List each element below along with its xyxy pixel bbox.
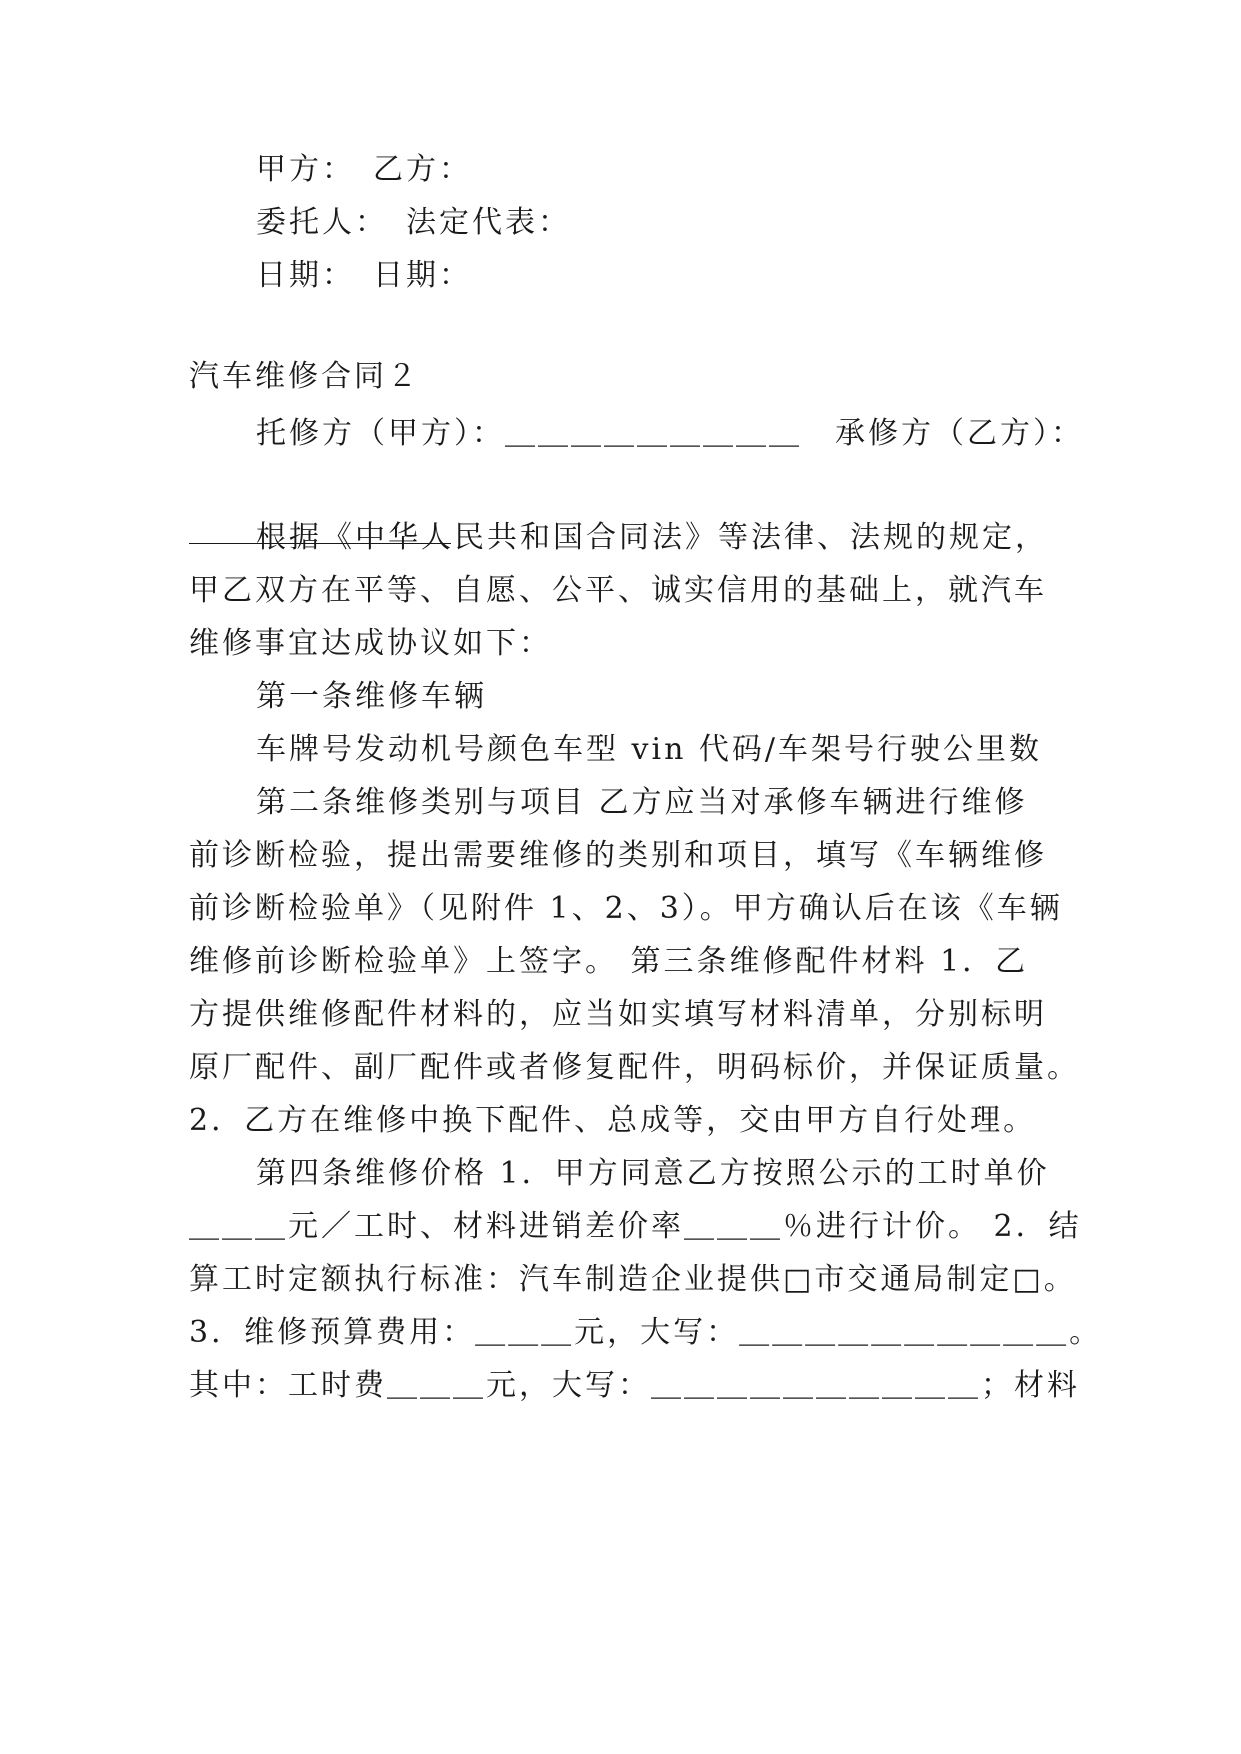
article1-fields: 车牌号发动机号颜色车型 vin 代码/车架号行驶公里数: [256, 732, 1043, 767]
article4-line: 第四条维修价格 1．甲方同意乙方按照公示的工时单价: [256, 1156, 1050, 1191]
article1-title: 第一条维修车辆: [256, 679, 487, 714]
parties-line: 托修方（甲方）：＿＿＿＿＿＿＿＿＿ 承修方（乙方）：: [256, 416, 1084, 451]
article2-line: 2．乙方在维修中换下配件、总成等，交由甲方自行处理。: [189, 1103, 1037, 1138]
article2-line: 前诊断检验单》（见附件 1、2、3）。甲方确认后在该《车辆: [189, 891, 1063, 926]
article4-line: 3．维修预算费用：＿＿＿元，大写：＿＿＿＿＿＿＿＿＿＿。: [189, 1315, 1103, 1350]
signature-party-line: 甲方： 乙方：: [256, 152, 472, 187]
article4-line: 其中：工时费＿＿＿元，大写：＿＿＿＿＿＿＿＿＿＿；材料: [189, 1368, 1080, 1403]
contract-title: 汽车维修合同２: [189, 359, 420, 394]
article4-line: 算工时定额执行标准：汽车制造企业提供□市交通局制定□。: [189, 1262, 1077, 1297]
signature-date-line: 日期： 日期：: [256, 258, 472, 293]
article2-line: 方提供维修配件材料的，应当如实填写材料清单，分别标明: [189, 997, 1047, 1032]
article2-line: 第二条维修类别与项目 乙方应当对承修车辆进行维修: [256, 785, 1028, 820]
article2-line: 维修前诊断检验单》上签字。 第三条维修配件材料 1．乙: [189, 944, 1029, 979]
article2-line: 原厂配件、副厂配件或者修复配件，明码标价，并保证质量。: [189, 1050, 1080, 1085]
signature-delegate-line: 委托人： 法定代表：: [256, 205, 571, 240]
article2-line: 前诊断检验，提出需要维修的类别和项目，填写《车辆维修: [189, 838, 1047, 873]
intro-line: 根据《中华人民共和国合同法》等法律、法规的规定，: [256, 520, 1048, 555]
intro-line: 甲乙双方在平等、自愿、公平、诚实信用的基础上，就汽车: [189, 573, 1047, 608]
article4-line: ＿＿＿元／工时、材料进销差价率＿＿＿％进行计价。 2．结: [189, 1209, 1082, 1244]
intro-line: 维修事宜达成协议如下：: [189, 626, 552, 661]
